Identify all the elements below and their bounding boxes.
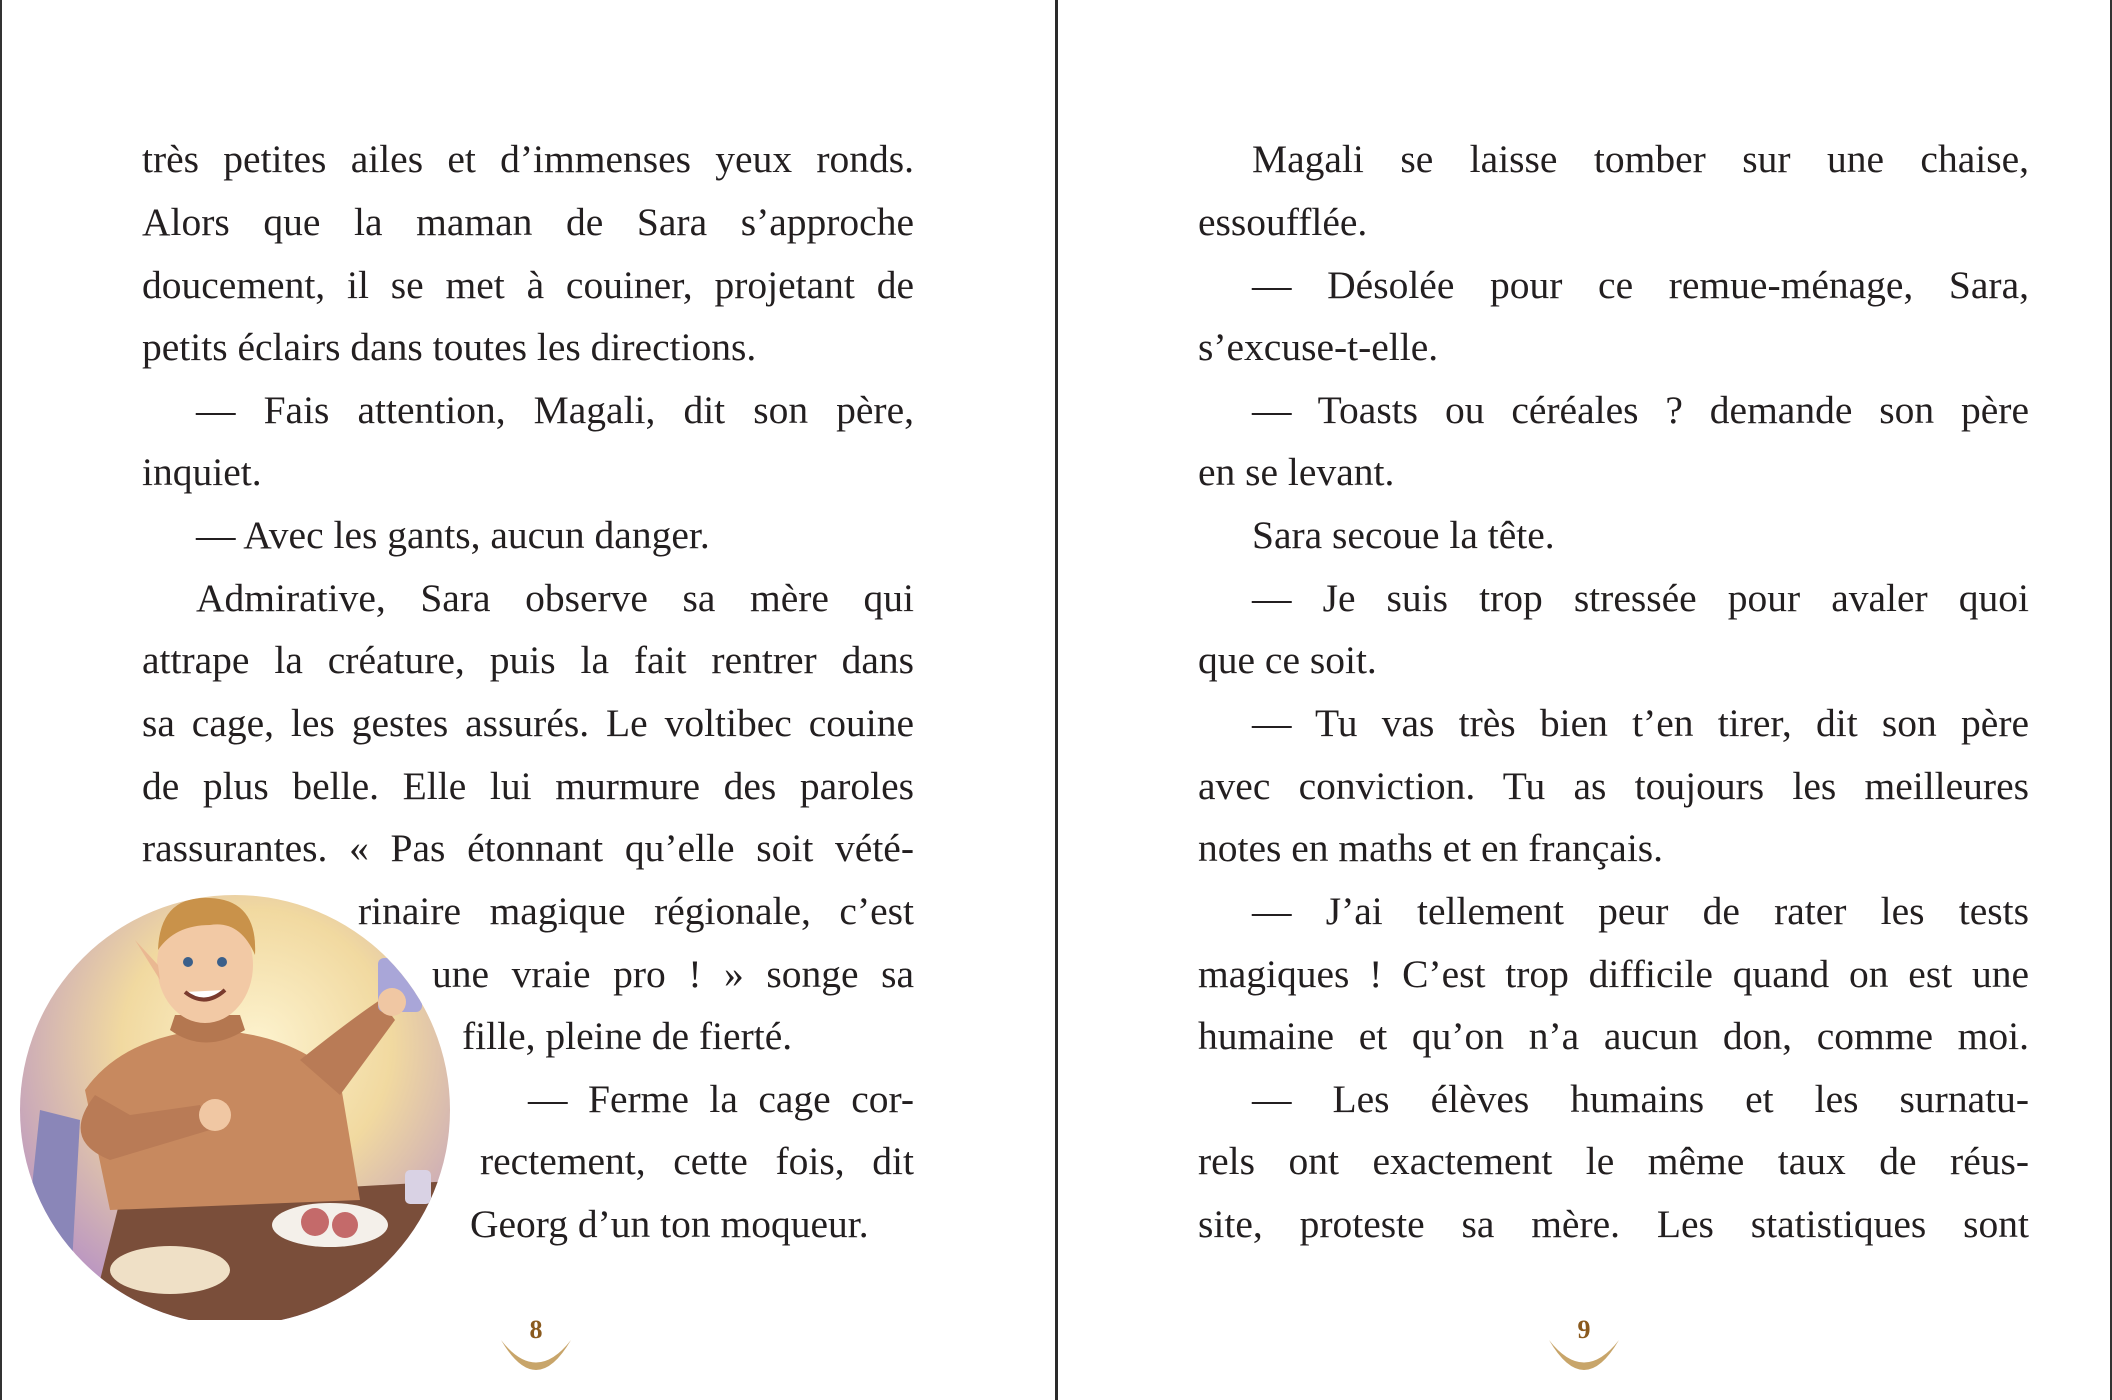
text-line: doucement, il se met à couiner, projetant de: [142, 263, 914, 307]
text-line: Georg d’un ton moqueur.: [470, 1202, 869, 1246]
text-line: une vraie pro ! » songe sa: [432, 952, 914, 996]
text-line: inquiet.: [142, 450, 262, 494]
text-line: essoufflée.: [1198, 200, 1368, 244]
text-line: s’excuse-t-elle.: [1198, 325, 1439, 369]
text-line: rinaire magique régionale, c’est: [358, 889, 914, 933]
text-line: en se levant.: [1198, 450, 1395, 494]
text-line: — Toasts ou céréales ? demande son père: [1252, 388, 2029, 432]
text-line: fille, pleine de fierté.: [462, 1014, 793, 1058]
text-line: avec conviction. Tu as toujours les meilleures: [1198, 764, 2029, 808]
text-line: — Désolée pour ce remue-ménage, Sara,: [1252, 263, 2029, 307]
text-line: de plus belle. Elle lui murmure des paroles: [142, 764, 914, 808]
text-line: humaine et qu’on n’a aucun don, comme moi.: [1198, 1014, 2029, 1058]
text-line: — Avec les gants, aucun danger.: [196, 513, 710, 557]
text-line: Admirative, Sara observe sa mère qui: [196, 576, 914, 620]
text-line: très petites ailes et d’immenses yeux ronds.: [142, 137, 914, 181]
text-line: Sara secoue la tête.: [1252, 513, 1555, 557]
text-line: notes en maths et en français.: [1198, 826, 1664, 870]
text-line: — Ferme la cage cor-: [528, 1077, 914, 1121]
right-page: [1058, 0, 2112, 1400]
text-line: que ce soit.: [1198, 638, 1377, 682]
illustration-man-with-mug: [0, 880, 470, 1320]
text-line: petits éclairs dans toutes les directions.: [142, 325, 757, 369]
text-line: — Tu vas très bien t’en tirer, dit son père: [1252, 701, 2029, 745]
text-line: — Je suis trop stressée pour avaler quoi: [1252, 576, 2029, 620]
left-page: [0, 0, 1055, 1400]
text-line: rels ont exactement le même taux de réus-: [1198, 1139, 2029, 1183]
text-line: sa cage, les gestes assurés. Le voltibec couine: [142, 701, 914, 745]
page-number: 8: [529, 1315, 543, 1344]
text-line: Alors que la maman de Sara s’approche: [142, 200, 914, 244]
text-line: attrape la créature, puis la fait rentrer dans: [142, 638, 914, 682]
text-line: — Fais attention, Magali, dit son père,: [196, 388, 914, 432]
text-line: magiques ! C’est trop difficile quand on est une: [1198, 952, 2029, 996]
text-line: — J’ai tellement peur de rater les tests: [1252, 889, 2029, 933]
text-line: site, proteste sa mère. Les statistiques sont: [1198, 1202, 2029, 1246]
page-number: 9: [1577, 1315, 1591, 1344]
text-line: rassurantes. « Pas étonnant qu’elle soit vété-: [142, 826, 914, 870]
crescent-moon-icon: [491, 1300, 581, 1390]
text-line: rectement, cette fois, dit: [480, 1139, 914, 1183]
text-line: — Les élèves humains et les surnatu-: [1252, 1077, 2029, 1121]
text-line: Magali se laisse tomber sur une chaise,: [1252, 137, 2029, 181]
crescent-moon-icon: [1539, 1300, 1629, 1390]
